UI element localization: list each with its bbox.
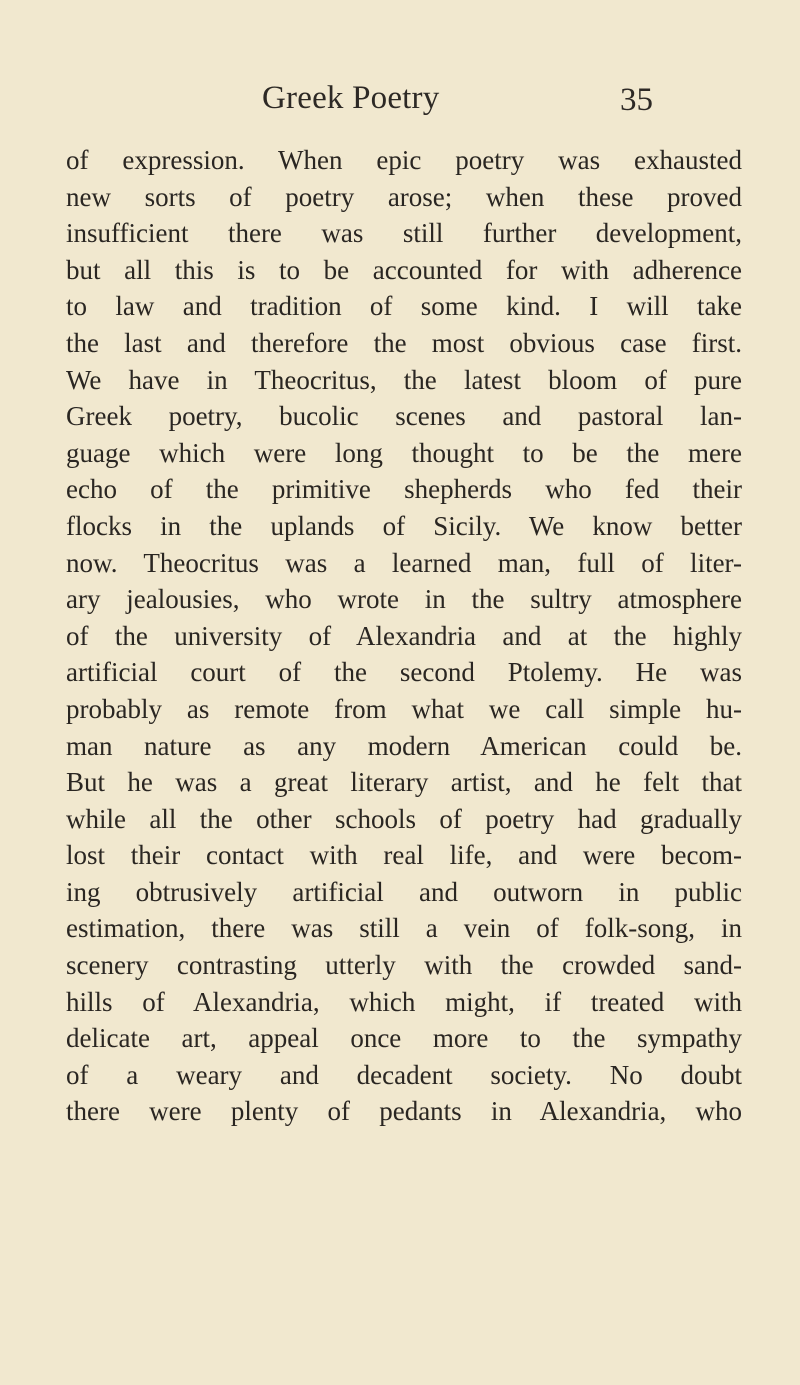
body-text — [66, 142, 742, 1130]
text-line: hills of Alexandria, which might, if treated with — [66, 986, 742, 1017]
text-line: delicate art, appeal once more to the sympathy — [66, 1023, 742, 1054]
text-line: of a weary and decadent society. No doubt — [66, 1059, 742, 1090]
text-line: scenery contrasting utterly with the crowded sand- — [66, 950, 742, 981]
text-line: artificial court of the second Ptolemy. He was — [66, 657, 742, 688]
text-line: new sorts of poetry arose; when these proved — [66, 181, 742, 212]
text-line: man nature as any modern American could be. — [66, 730, 742, 761]
running-head — [0, 78, 800, 122]
text-line: of expression. When epic poetry was exhausted — [66, 145, 742, 175]
running-title: Greek Poetry — [262, 80, 440, 116]
text-line: Greek poetry, bucolic scenes and pastoral lan- — [66, 401, 742, 432]
text-line: lost their contact with real life, and were becom- — [66, 840, 742, 871]
text-line: ary jealousies, who wrote in the sultry atmosphere — [66, 584, 742, 615]
text-line: estimation, there was still a vein of folk-song, in — [66, 913, 742, 944]
text-line: guage which were long thought to be the mere — [66, 437, 742, 468]
text-line: of the university of Alexandria and at the highly — [66, 620, 742, 651]
text-line: echo of the primitive shepherds who fed their — [66, 474, 742, 505]
text-line: now. Theocritus was a learned man, full of liter- — [66, 547, 742, 578]
text-line: probably as remote from what we call simple hu- — [66, 693, 742, 724]
text-line: to law and tradition of some kind. I will take — [66, 291, 742, 322]
page-number: 35 — [620, 82, 653, 118]
text-line: We have in Theocritus, the latest bloom of pure — [66, 364, 742, 395]
text-line: flocks in the uplands of Sicily. We know better — [66, 510, 742, 541]
text-line: ing obtrusively artificial and outworn in public — [66, 876, 742, 907]
text-line: the last and therefore the most obvious case first. — [66, 327, 742, 358]
text-line: but all this is to be accounted for with adherence — [66, 254, 742, 285]
text-line: there were plenty of pedants in Alexandria, who — [66, 1096, 742, 1127]
text-line: But he was a great literary artist, and he felt that — [66, 767, 742, 798]
text-line: insufficient there was still further development, — [66, 218, 742, 249]
text-line: while all the other schools of poetry had gradually — [66, 803, 742, 834]
